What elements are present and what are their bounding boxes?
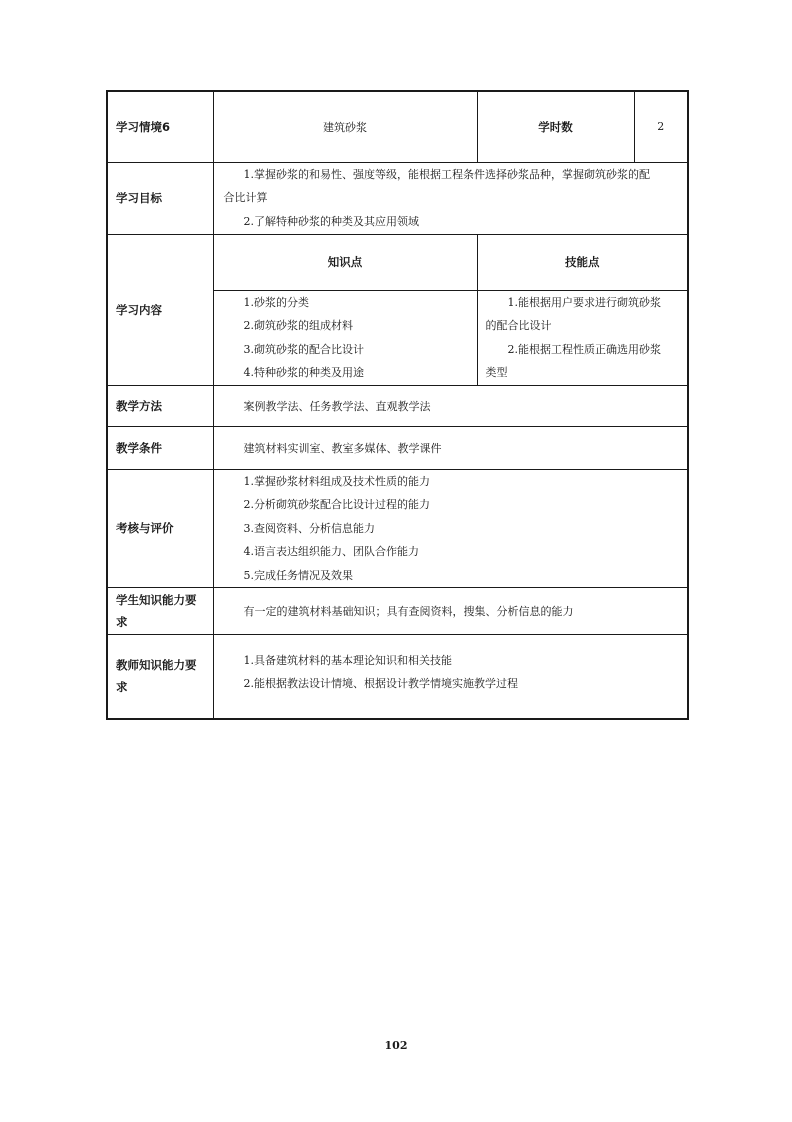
label-teacher-req-line1: 教师知识能力要: [116, 658, 197, 673]
teacher-req-item: 1.具备建筑材料的基本理论知识和相关技能: [243, 653, 452, 667]
teacher-req-item: 2.能根据教法设计情境、根据设计教学情境实施教学过程: [243, 677, 518, 691]
row-content-header: [107, 234, 688, 290]
situation-title: 建筑砂浆: [213, 91, 477, 162]
label-student-req-line1: 学生知识能力要: [116, 593, 197, 607]
skill-item: 类型: [485, 366, 508, 379]
row-methods: [107, 385, 688, 426]
label-student-req: [107, 588, 213, 635]
hours-label: 学时数: [477, 91, 634, 162]
skill-item: 的配合比设计: [485, 319, 552, 332]
methods-text: 案例教学法、任务教学法、直观教学法: [243, 399, 431, 413]
label-assessment: 考核与评价: [107, 469, 213, 588]
knowledge-item: 3.砌筑砂浆的配合比设计: [243, 342, 364, 356]
knowledge-item: 1.砂浆的分类: [243, 295, 309, 309]
row-teacher-req: [107, 635, 688, 719]
skill-item: 1.能根据用户要求进行砌筑砂浆: [507, 295, 661, 309]
assessment-item: 4.语言表达组织能力、团队合作能力: [243, 545, 419, 558]
teacher-req-cell: [213, 635, 688, 719]
knowledge-cell: [213, 290, 477, 385]
label-methods: 教学方法: [107, 385, 213, 426]
label-conditions: 教学条件: [107, 426, 213, 469]
knowledge-item: 2.砌筑砂浆的组成材料: [243, 319, 353, 332]
label-teacher-req: [107, 635, 213, 719]
hours-value: 2: [634, 91, 688, 162]
page-number: 102: [384, 1039, 408, 1052]
conditions-text: 建筑材料实训室、教室多媒体、教学课件: [243, 441, 442, 455]
goal-item: 1.掌握砂浆的和易性、强度等级，能根据工程条件选择砂浆品种，掌握砌筑砂浆的配: [243, 167, 650, 181]
skill-cell: [477, 290, 688, 385]
row-student-req: [107, 588, 688, 635]
row-assessment: [107, 469, 688, 588]
assessment-cell: [213, 469, 688, 588]
student-req-cell: [213, 588, 688, 635]
assessment-item: 5.完成任务情况及效果: [243, 568, 353, 582]
label-goals: 学习目标: [107, 162, 213, 234]
label-content: 学习内容: [107, 234, 213, 385]
goals-cell: [213, 162, 688, 234]
label-teacher-req-line2: 求: [116, 680, 128, 695]
label-situation: 学习情境6: [107, 91, 213, 162]
conditions-cell: [213, 426, 688, 469]
assessment-item: 2.分析砌筑砂浆配合比设计过程的能力: [243, 498, 430, 511]
knowledge-item: 4.特种砂浆的种类及用途: [243, 366, 364, 379]
knowledge-header: 知识点: [213, 234, 477, 290]
goal-item: 2.了解特种砂浆的种类及其应用领域: [243, 214, 419, 228]
goal-item: 合比计算: [223, 191, 268, 205]
skill-item: 2.能根据工程性质正确选用砂浆: [507, 342, 661, 356]
label-student-req-line2: 求: [116, 615, 128, 629]
assessment-item: 1.掌握砂浆材料组成及技术性质的能力: [243, 474, 430, 488]
row-situation: [107, 91, 688, 162]
row-conditions: [107, 426, 688, 469]
student-req-text: 有一定的建筑材料基础知识；具有查阅资料，搜集、分析信息的能力: [243, 605, 574, 618]
methods-cell: [213, 385, 688, 426]
assessment-item: 3.查阅资料、分析信息能力: [243, 521, 375, 535]
row-goals: [107, 162, 688, 234]
skill-header: 技能点: [477, 234, 688, 290]
teaching-plan-table: [106, 90, 689, 720]
